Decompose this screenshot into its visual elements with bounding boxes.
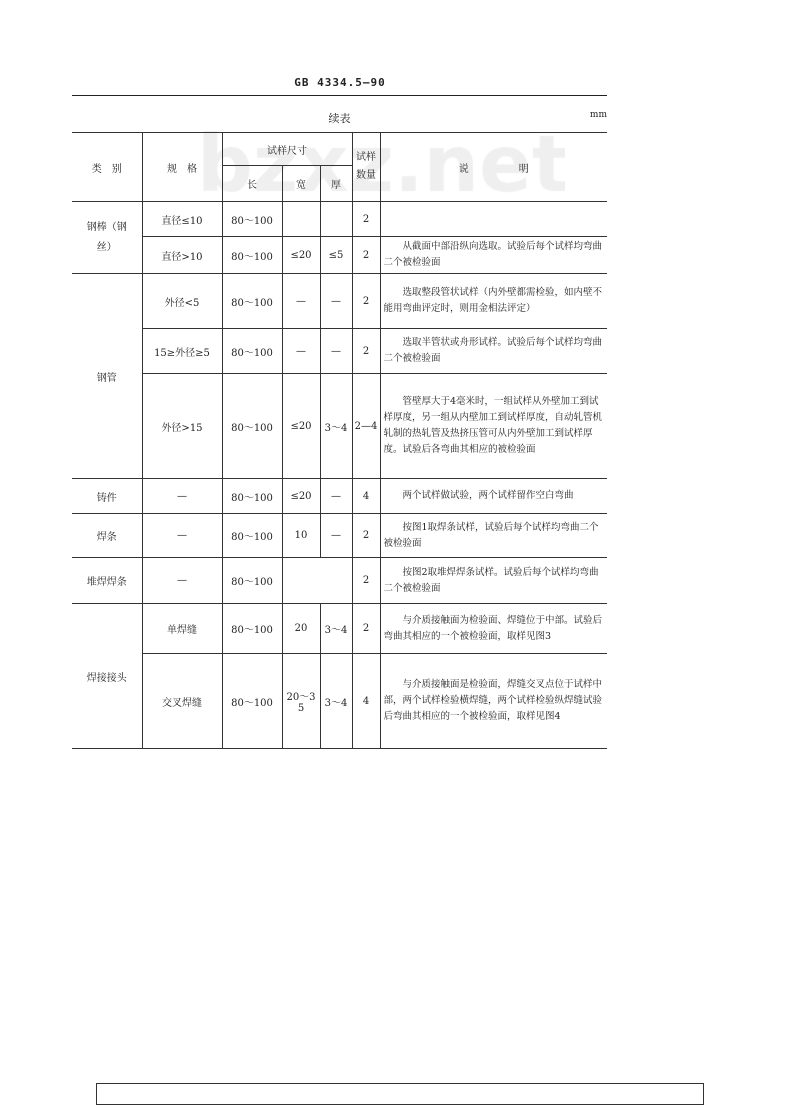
table-row: [72, 479, 607, 514]
table-row: [72, 274, 607, 329]
thickness-cell: [320, 202, 352, 237]
length-cell: 80～100: [222, 604, 282, 654]
description-cell: 从截面中部沿纵向选取。试验后每个试样均弯曲二个被检验面: [380, 237, 607, 274]
description-cell: 按图2取堆焊焊条试样。试验后每个试样均弯曲二个被检验面: [380, 558, 607, 604]
length-cell: 80～100: [222, 654, 282, 749]
spec-cell: —: [142, 558, 222, 604]
count-cell: 2: [352, 329, 380, 374]
table-row: [72, 329, 607, 374]
spec-cell: 外径<5: [142, 274, 222, 329]
page-footer-frame: [96, 1083, 704, 1105]
table-row: [72, 604, 607, 654]
length-cell: 80～100: [222, 479, 282, 514]
description-cell: 与介质接触面是检验面，焊缝交叉点位于试样中部，两个试样检验横焊缝，两个试样检验纵焊缝试验后弯曲其相应的一个被检验面，取样见图4: [380, 654, 607, 749]
description-cell: 与介质接触面为检验面、焊缝位于中部。试验后弯曲其相应的一个被检验面，取样见图3: [380, 604, 607, 654]
width-cell: ≤20: [282, 237, 320, 274]
table-row: [72, 558, 607, 604]
thickness-cell: ≤5: [320, 237, 352, 274]
col-width: 宽: [282, 166, 320, 202]
count-cell: 2: [352, 514, 380, 558]
width-cell: 20: [282, 604, 320, 654]
spec-cell: 外径>15: [142, 374, 222, 479]
category-cell: 焊条: [72, 514, 142, 558]
thickness-cell: 3～4: [320, 654, 352, 749]
width-cell: ≤20: [282, 374, 320, 479]
thickness-cell: 3～4: [320, 374, 352, 479]
description-cell: [380, 202, 607, 237]
table-row: [72, 654, 607, 749]
count-cell: 2—4: [352, 374, 380, 479]
header-rule: [72, 95, 607, 96]
length-cell: 80～100: [222, 329, 282, 374]
spec-cell: —: [142, 479, 222, 514]
table-row: [72, 237, 607, 274]
category-cell: 焊接接头: [72, 604, 142, 749]
spec-cell: 直径>10: [142, 237, 222, 274]
width-cell: [282, 202, 320, 237]
specimen-table: [72, 132, 607, 749]
unit-label: mm: [589, 110, 607, 120]
count-cell: 4: [352, 479, 380, 514]
category-cell: 钢管: [72, 274, 142, 479]
width-cell: —: [282, 274, 320, 329]
width-cell: ≤20: [282, 479, 320, 514]
length-cell: 80～100: [222, 237, 282, 274]
table-caption: 续表: [328, 112, 351, 125]
table-row: [72, 514, 607, 558]
description-cell: 选取整段管状试样（内外壁都需检验，如内壁不能用弯曲评定时，则用金相法评定）: [380, 274, 607, 329]
category-cell: 钢棒（钢丝）: [72, 202, 142, 274]
table-row: [72, 202, 607, 237]
spec-cell: 交叉焊缝: [142, 654, 222, 749]
thickness-cell: —: [320, 514, 352, 558]
thickness-cell: 3～4: [320, 604, 352, 654]
length-cell: 80～100: [222, 558, 282, 604]
description-cell: 两个试样做试验，两个试样留作空白弯曲: [380, 479, 607, 514]
count-cell: 2: [352, 558, 380, 604]
description-cell: 选取半管状或舟形试样。试验后每个试样均弯曲二个被检验面: [380, 329, 607, 374]
col-thickness: 厚: [320, 166, 352, 202]
width-cell: 10: [282, 514, 320, 558]
length-cell: 80～100: [222, 374, 282, 479]
spec-cell: 直径≤10: [142, 202, 222, 237]
col-count: 试样数量: [352, 133, 380, 202]
length-cell: 80～100: [222, 274, 282, 329]
thickness-cell: —: [320, 479, 352, 514]
count-cell: 2: [352, 237, 380, 274]
col-category: 类 别: [72, 133, 142, 202]
length-cell: 80～100: [222, 202, 282, 237]
count-cell: 2: [352, 202, 380, 237]
col-spec: 规 格: [142, 133, 222, 202]
spec-cell: 15≥外径≥5: [142, 329, 222, 374]
category-cell: 堆焊焊条: [72, 558, 142, 604]
width-cell: 20～35: [282, 654, 320, 749]
description-cell: 按图1取焊条试样，试验后每个试样均弯曲二个被检验面: [380, 514, 607, 558]
col-length: 长: [222, 166, 282, 202]
table-row: [72, 374, 607, 479]
spec-cell: 单焊缝: [142, 604, 222, 654]
spec-cell: —: [142, 514, 222, 558]
count-cell: 2: [352, 604, 380, 654]
thickness-cell: —: [320, 329, 352, 374]
count-cell: 4: [352, 654, 380, 749]
standard-number: GB 4334.5—90: [294, 76, 386, 89]
category-cell: 铸件: [72, 479, 142, 514]
count-cell: 2: [352, 274, 380, 329]
col-description: 说 明: [380, 133, 607, 202]
width-cell: —: [282, 329, 320, 374]
width-thickness-cell: [282, 558, 352, 604]
col-size-group: 试样尺寸: [222, 133, 352, 166]
description-cell: 管壁厚大于4毫米时，一组试样从外壁加工到试样厚度，另一组从内壁加工到试样厚度，自动轧管机轧制的热轧管及热挤压管可从内外壁加工到试样厚度。试验后各弯曲其相应的被检验面: [380, 374, 607, 479]
table-caption-bar: [72, 110, 607, 126]
length-cell: 80～100: [222, 514, 282, 558]
thickness-cell: —: [320, 274, 352, 329]
